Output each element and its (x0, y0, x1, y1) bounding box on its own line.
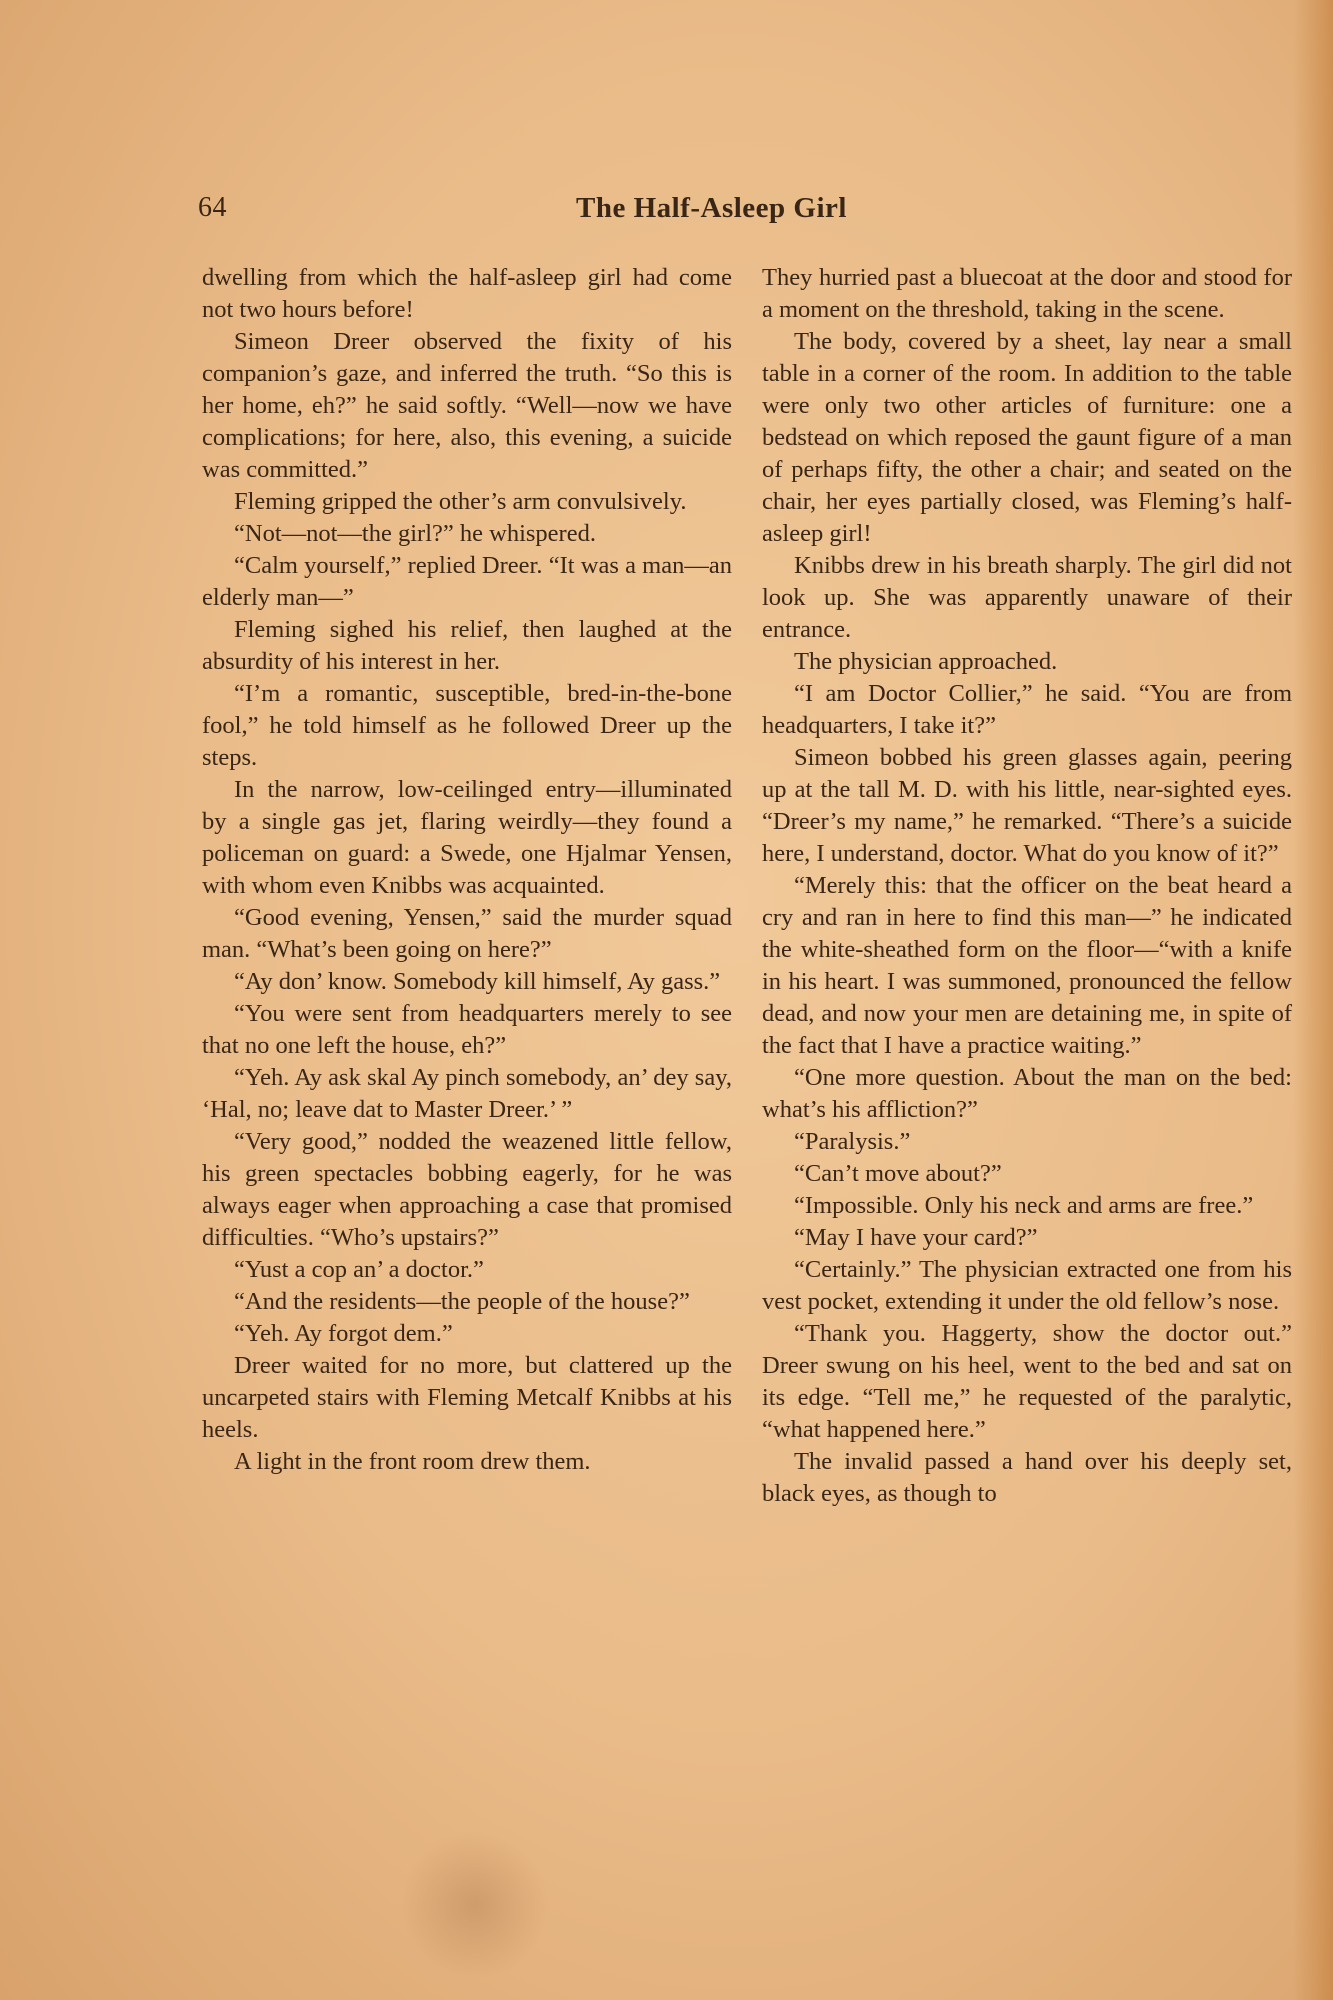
paragraph: Simeon Dreer observed the fixity of his companion’s gaze, and inferred the truth. “So this is her home, eh?” he said softly. “Well—now we have complications; for here, also, this evening, a suicide was committed.” (202, 328, 732, 483)
paragraph: “You were sent from headquarters merely to see that no one left the house, eh?” (202, 1000, 732, 1059)
right-column (762, 262, 1292, 1510)
paragraph: “Yust a cop an’ a doctor.” (234, 1256, 484, 1283)
paragraph: Simeon bobbed his green glasses again, peering up at the tall M. D. with his little, near-sighted eyes. “Dreer’s my name,” he remarked. “There’s a suicide here, I understand, doctor. What do you know of it?” (762, 744, 1292, 867)
paragraph: “Thank you. Haggerty, show the doctor out.” Dreer swung on his heel, went to the bed and sat on its edge. “Tell me,” he requested of the paralytic, “what happened here.” (762, 1320, 1292, 1443)
paragraph: “And the residents—the people of the house?” (234, 1288, 690, 1315)
paragraph: Knibbs drew in his breath sharply. The girl did not look up. She was apparently unaware of their entrance. (762, 552, 1292, 643)
paragraph: A light in the front room drew them. (234, 1448, 591, 1475)
paragraph: In the narrow, low-ceilinged entry—illuminated by a single gas jet, flaring weirdly—they found a policeman on guard: a Swede, one Hjalmar Yensen, with whom even Knibbs was acquainted. (202, 776, 732, 899)
paragraph: The body, covered by a sheet, lay near a small table in a corner of the room. In addition to the table were only two other articles of furniture: one a bedstead on which reposed the gaunt figure of a man of perhaps fifty, the other a chair; and seated on the chair, her eyes partially closed, was Fleming’s half-asleep girl! (762, 328, 1292, 547)
paragraph: “I’m a romantic, susceptible, bred-in-the-bone fool,” he told himself as he followed Dreer up the steps. (202, 680, 732, 771)
paragraph: “May I have your card?” (794, 1224, 1038, 1251)
paragraph: The physician approached. (794, 648, 1058, 675)
paragraph: “Good evening, Yensen,” said the murder squad man. “What’s been going on here?” (202, 904, 732, 963)
page-number: 64 (198, 192, 227, 223)
paragraph: “One more question. About the man on the bed: what’s his affliction?” (762, 1064, 1292, 1123)
paragraph: dwelling from which the half-asleep girl had come not two hours before! (202, 264, 732, 323)
paragraph: “Certainly.” The physician extracted one from his vest pocket, extending it under the old fellow’s nose. (762, 1256, 1292, 1315)
page-header (0, 192, 1333, 232)
paragraph: Fleming sighed his relief, then laughed at the absurdity of his interest in her. (202, 616, 732, 675)
paragraph: “Can’t move about?” (794, 1160, 1002, 1187)
paragraph: “Merely this: that the officer on the beat heard a cry and ran in here to find this man—” he indicated the white-sheathed form on the floor—“with a knife in his heart. I was summoned, pronounced the fellow dead, and now your men are detaining me, in spite of the fact that I have a practice waiting.” (762, 872, 1292, 1059)
paragraph: “Calm yourself,” replied Dreer. “It was a man—an elderly man—” (202, 552, 732, 611)
paragraph: “Yeh. Ay forgot dem.” (234, 1320, 453, 1347)
paragraph: They hurried past a bluecoat at the door and stood for a moment on the threshold, taking in the scene. (762, 264, 1292, 323)
paragraph: “Impossible. Only his neck and arms are free.” (794, 1192, 1254, 1219)
paragraph: Dreer waited for no more, but clattered up the uncarpeted stairs with Fleming Metcalf Knibbs at his heels. (202, 1352, 732, 1443)
left-column (202, 262, 732, 1478)
paragraph: Fleming gripped the other’s arm convulsively. (234, 488, 687, 515)
running-title: The Half-Asleep Girl (576, 192, 847, 224)
paragraph: “Yeh. Ay ask skal Ay pinch somebody, an’ dey say, ‘Hal, no; leave dat to Master Dreer.’ ” (202, 1064, 732, 1123)
paragraph: “Very good,” nodded the weazened little fellow, his green spectacles bobbing eagerly, for he was always eager when approaching a case that promised difficulties. “Who’s upstairs?” (202, 1128, 732, 1251)
paragraph: “Not—not—the girl?” he whispered. (234, 520, 596, 547)
paragraph: “Ay don’ know. Somebody kill himself, Ay gass.” (234, 968, 721, 995)
paragraph: “Paralysis.” (794, 1128, 911, 1155)
paragraph: The invalid passed a hand over his deeply set, black eyes, as though to (762, 1448, 1292, 1507)
page-stain (400, 1830, 550, 1980)
paragraph: “I am Doctor Collier,” he said. “You are from headquarters, I take it?” (762, 680, 1292, 739)
page-edge-shadow (1293, 0, 1333, 2000)
